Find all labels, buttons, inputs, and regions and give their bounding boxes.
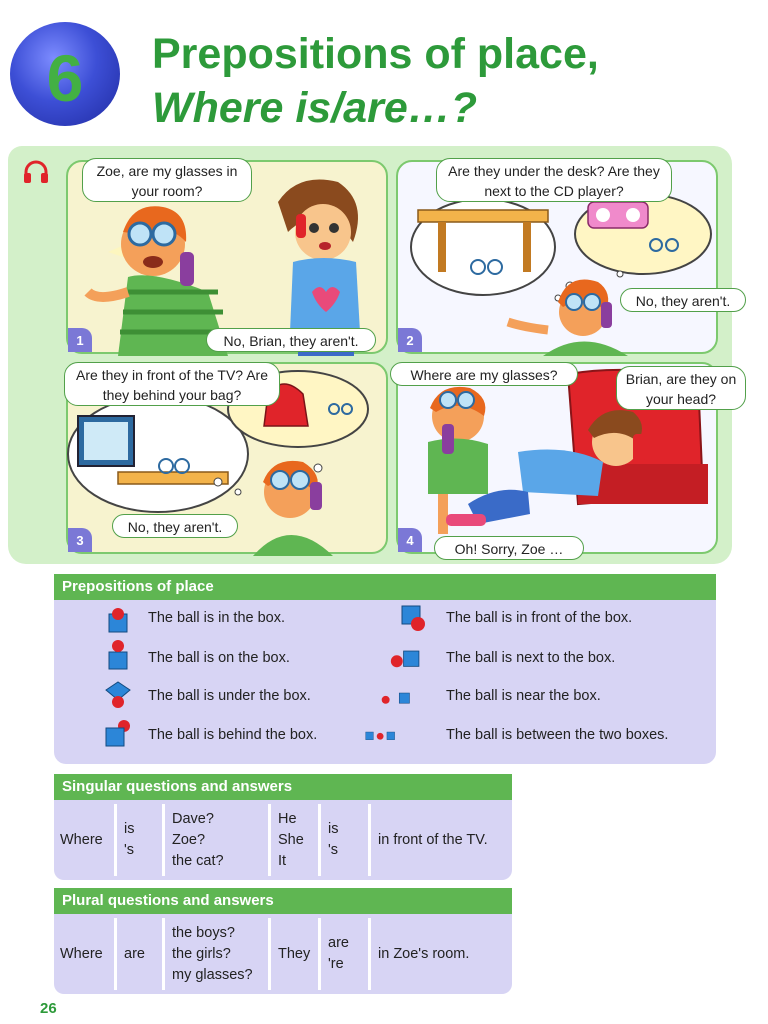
singular-subject-cat: the cat? — [172, 852, 224, 869]
plural-verb-cell — [118, 918, 162, 990]
panel-number-4: 4 — [398, 528, 422, 552]
ball-near-box-icon — [380, 682, 414, 712]
singular-subject-dave: Dave? — [172, 810, 214, 827]
singular-heading: Singular questions and answers — [54, 774, 512, 800]
table-divider — [162, 804, 165, 876]
panel-number-1: 1 — [68, 328, 92, 352]
table-divider — [114, 918, 117, 990]
plural-verb-are: are — [124, 945, 145, 962]
plural-answer-re: 're — [328, 956, 344, 972]
unit-badge — [10, 22, 120, 126]
page-title: Prepositions of place, — [152, 30, 599, 78]
singular-pronoun-he: He — [278, 810, 297, 827]
plural-pronoun-they: They — [278, 945, 311, 962]
singular-where-cell — [54, 804, 114, 876]
prep-in-text: The ball is in the box. — [148, 610, 286, 626]
unit-number: 6 — [46, 41, 84, 115]
singular-pronoun-she: She — [278, 831, 304, 848]
singular-answer-is: is — [328, 821, 339, 837]
table-divider — [368, 918, 371, 990]
ball-in-box-icon — [100, 604, 134, 634]
story-panel-1 — [66, 160, 388, 354]
prep-on-text: The ball is on the box. — [148, 650, 290, 666]
speech-bubble-in-front-of-tv: Are they in front of the TV? Are they behind your bag? — [64, 362, 280, 406]
speech-bubble-no-brian: No, Brian, they aren't. — [206, 328, 376, 352]
table-divider — [368, 804, 371, 876]
singular-pronoun-it: It — [278, 852, 287, 869]
plural-subject-girls: the girls? — [172, 945, 231, 962]
plural-subject-glasses: my glasses? — [172, 966, 253, 983]
plural-answer-are: are — [328, 935, 349, 951]
story-panel-2 — [396, 160, 731, 354]
singular-answer-s: 's — [328, 842, 339, 858]
table-divider — [318, 918, 321, 990]
ball-next-to-box-icon — [390, 642, 424, 672]
story-panel-4 — [396, 362, 737, 557]
singular-place: in front of the TV. — [378, 831, 488, 848]
plural-table — [54, 888, 512, 994]
singular-verb-cell — [118, 804, 162, 876]
plural-subject-cell — [166, 918, 268, 990]
prepositions-box — [54, 574, 716, 764]
table-divider — [268, 804, 271, 876]
ball-behind-box-icon — [100, 718, 134, 748]
table-divider — [268, 918, 271, 990]
speech-bubble-zoe-are-my-glasses: Zoe, are my glasses in your room? — [82, 158, 252, 202]
page-number: 26 — [40, 1000, 57, 1017]
table-divider — [114, 804, 117, 876]
headphones-icon[interactable] — [22, 160, 50, 184]
story-panel-3 — [66, 362, 388, 554]
speech-bubble-under-the-desk: Are they under the desk? Are they next to the CD player? — [436, 158, 672, 202]
plural-place: in Zoe's room. — [378, 945, 470, 962]
speech-bubble-brian-on-your-head: Brian, are they on your head? — [616, 366, 746, 410]
ball-under-box-icon — [100, 678, 134, 708]
ball-in-front-of-box-icon — [396, 602, 430, 632]
singular-subject-zoe: Zoe? — [172, 831, 206, 848]
prepositions-heading: Prepositions of place — [54, 574, 716, 600]
table-divider — [162, 918, 165, 990]
prep-under-text: The ball is under the box. — [148, 688, 311, 704]
table-divider — [318, 804, 321, 876]
panel-number-2: 2 — [398, 328, 422, 352]
singular-verb-is: is — [124, 821, 135, 837]
singular-where: Where — [60, 831, 103, 848]
prep-near-text: The ball is near the box. — [446, 688, 601, 704]
plural-place-cell — [372, 918, 512, 990]
singular-table — [54, 774, 512, 880]
prep-between-text: The ball is between the two boxes. — [446, 727, 669, 743]
page-subtitle: Where is/are…? — [152, 84, 477, 132]
prep-in-front-of-text: The ball is in front of the box. — [446, 610, 633, 626]
plural-where: Where — [60, 945, 103, 962]
prep-next-to-text: The ball is next to the box. — [446, 650, 616, 666]
plural-where-cell — [54, 918, 114, 990]
plural-heading: Plural questions and answers — [54, 888, 512, 914]
singular-verb-s: 's — [124, 842, 135, 858]
speech-bubble-oh-sorry-zoe: Oh! Sorry, Zoe … — [434, 536, 584, 560]
speech-bubble-no-they-arent-3: No, they aren't. — [112, 514, 238, 538]
plural-subject-boys: the boys? — [172, 924, 235, 941]
speech-bubble-no-they-arent-2: No, they aren't. — [620, 288, 746, 312]
singular-answer-verb-cell — [322, 804, 368, 876]
singular-subject-cell — [166, 804, 268, 876]
plural-answer-verb-cell — [322, 918, 368, 990]
singular-place-cell — [372, 804, 512, 876]
speech-bubble-where-are-my-glasses: Where are my glasses? — [390, 362, 578, 386]
ball-between-boxes-icon — [364, 720, 398, 750]
singular-pronoun-cell — [272, 804, 318, 876]
plural-pronoun-cell — [272, 918, 318, 990]
prep-behind-text: The ball is behind the box. — [148, 727, 318, 743]
panel-number-3: 3 — [68, 528, 92, 552]
ball-on-box-icon — [100, 640, 134, 670]
